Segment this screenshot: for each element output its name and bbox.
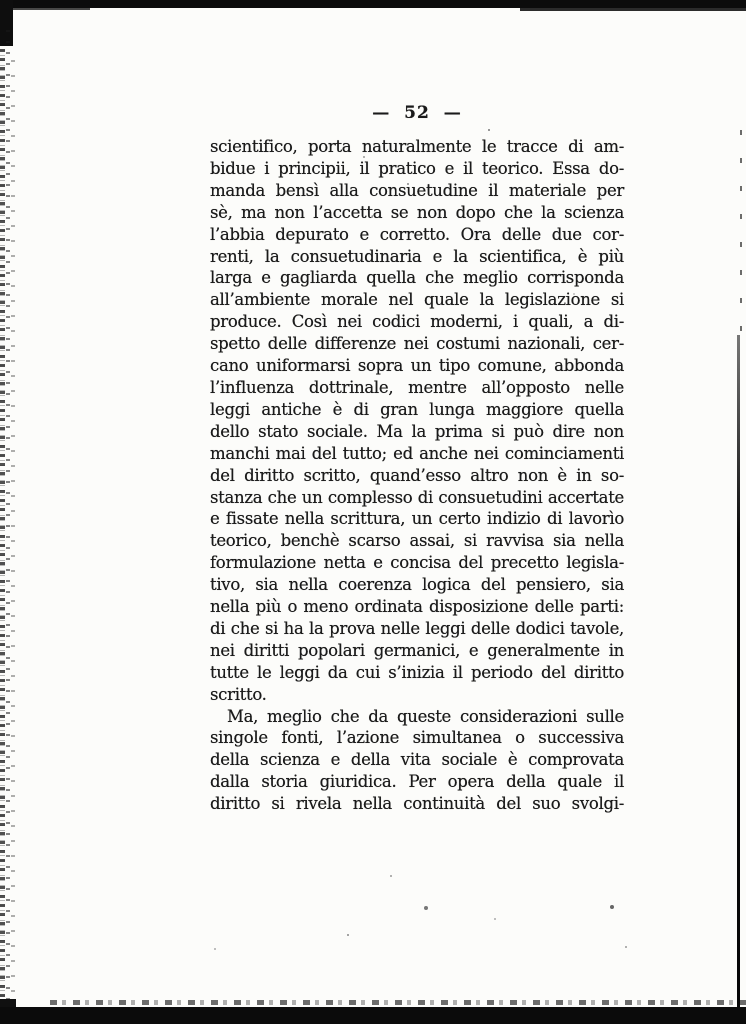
text-line: cano uniformarsi sopra un tipo comune, abbonda (210, 356, 624, 376)
scan-edge-left-band (11, 60, 15, 1010)
text-line: di che si ha la prova nelle leggi delle dodici tavole, (210, 618, 624, 638)
text-line: manda bensì alla consuetudine il materiale per (210, 180, 624, 200)
text-line: larga e gagliarda quella che meglio corrisponda (210, 268, 624, 288)
text-line: e fissate nella scrittura, un certo indizio di lavorìo (210, 509, 624, 529)
text-line: bidue i principii, il pratico e il teorico. Essa do- (210, 158, 624, 178)
scan-edge-top (0, 0, 746, 8)
text-line: singole fonti, l’azione simultanea o successiva (210, 728, 624, 748)
text-line: del diritto scritto, quand’esso altro non è in so- (210, 465, 624, 485)
text-line: l’abbia depurato e corretto. Ora delle due cor- (210, 224, 624, 244)
text-line: tutte le leggi da cui s’inizia il periodo del diritto (210, 662, 624, 682)
text-line: teorico, benchè scarso assai, si ravvisa sia nella (210, 531, 624, 551)
text-line: nella più o meno ordinata disposizione delle parti: (210, 597, 624, 617)
text-line: produce. Così nei codici moderni, i quali, a di- (210, 312, 624, 332)
text-line: stanza che un complesso di consuetudini accertate (210, 487, 624, 507)
text-line: renti, la consuetudinaria e la scientifica, è più (210, 246, 624, 266)
scan-edge-left-band (6, 30, 10, 1015)
scan-edge-left-band (0, 40, 5, 1015)
scan-edge-bottom (0, 1007, 746, 1024)
scan-edge-right-line (737, 335, 740, 1013)
text-line: tivo, sia nella coerenza logica del pensiero, sia (210, 575, 624, 595)
scan-edge-top-fray (0, 8, 90, 10)
scan-noise-specks (0, 0, 2, 2)
text-line: sè, ma non l’accetta se non dopo che la scienza (210, 202, 624, 222)
text-line-paragraph-start: Ma, meglio che da queste considerazioni sulle (227, 706, 624, 726)
text-line: l’influenza dottrinale, mentre all’opposto nelle (210, 377, 624, 397)
text-line: nei diritti popolari germanici, e generalmente in (210, 640, 624, 660)
text-line: spetto delle differenze nei costumi nazionali, cer- (210, 334, 624, 354)
page-number: — 52 — (372, 103, 462, 123)
scan-edge-bottom-speckle (50, 1000, 746, 1005)
scan-edge-top-fray (520, 8, 746, 11)
scan-edge-right-dashes (740, 130, 742, 345)
text-line: scientifico, porta naturalmente le tracce di am- (210, 137, 624, 156)
text-line-paragraph-end: scritto. (210, 684, 267, 704)
text-line: diritto si rivela nella continuità del suo svolgi- (210, 794, 624, 814)
text-line: dalla storia giuridica. Per opera della quale il (210, 772, 624, 792)
text-line: formulazione netta e concisa del precetto legisla- (210, 553, 624, 573)
text-block (210, 136, 624, 815)
text-line: leggi antiche è di gran lunga maggiore quella (210, 399, 624, 419)
text-line: all’ambiente morale nel quale la legislazione si (210, 290, 624, 310)
text-line: manchi mai del tutto; ed anche nei cominciamenti (210, 443, 624, 463)
text-line: dello stato sociale. Ma la prima si può dire non (210, 421, 624, 441)
text-line: della scienza e della vita sociale è comprovata (210, 750, 624, 770)
